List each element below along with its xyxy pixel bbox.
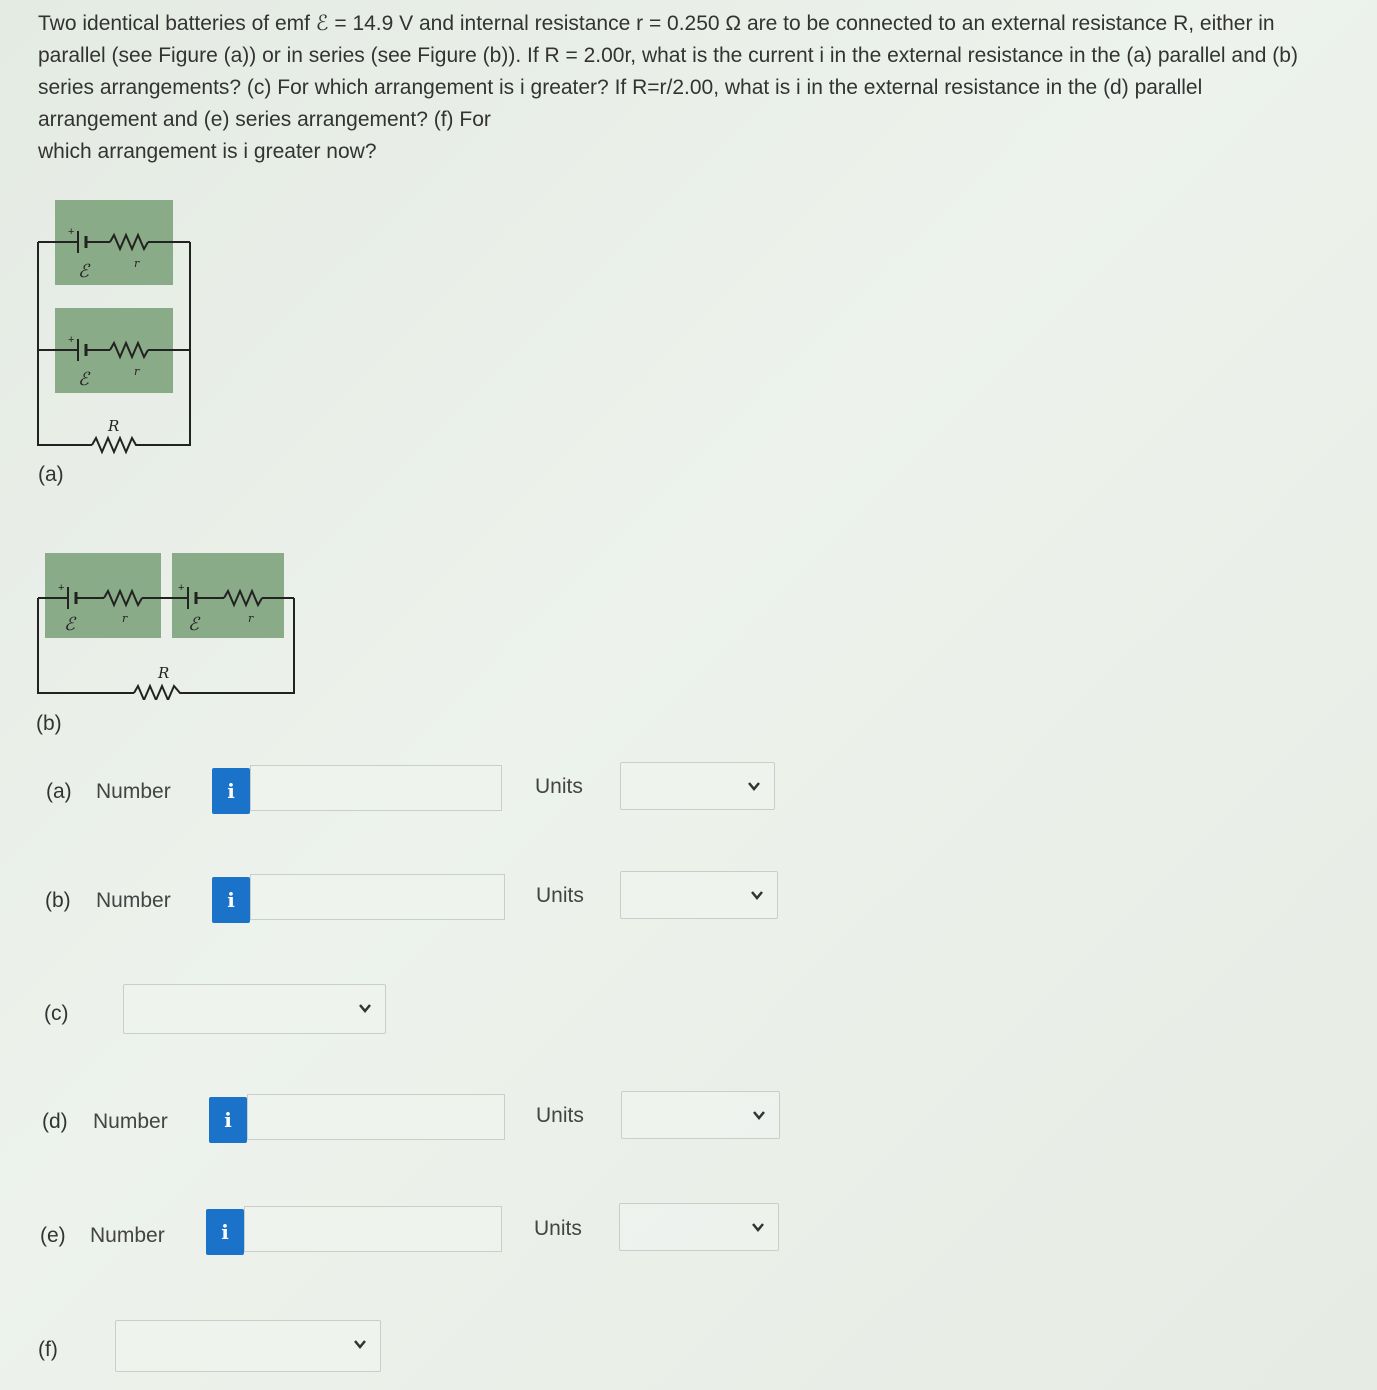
part-d-label: (d): [42, 1110, 68, 1133]
figure-a-label: (a): [38, 463, 64, 486]
chevron-down-icon: [751, 1107, 767, 1123]
svg-text:+: +: [58, 582, 65, 594]
answer-a-number-input[interactable]: [250, 765, 502, 811]
info-icon[interactable]: i: [209, 1097, 247, 1143]
emf-symbol: ℰ: [188, 614, 199, 635]
r-symbol: r: [122, 612, 128, 625]
chevron-down-icon: [749, 887, 765, 903]
chevron-down-icon: [357, 1000, 373, 1016]
answer-d-number-input[interactable]: [247, 1094, 505, 1140]
chevron-down-icon: [750, 1219, 766, 1235]
battery-box-1: [45, 553, 161, 638]
emf-symbol: ℰ: [78, 261, 89, 282]
r-symbol: r: [134, 257, 140, 270]
emf-symbol: ℰ: [78, 369, 89, 390]
answer-d-units-select[interactable]: [621, 1091, 780, 1139]
question-line: which arrangement is i greater now?: [38, 140, 377, 163]
units-label: Units: [535, 775, 583, 798]
question-line: series arrangements? (c) For which arrangement is i greater? If R=r/2.00, what is i in the external resistance in the (d) parallel: [38, 76, 1203, 99]
R-symbol: R: [158, 664, 170, 682]
answer-c-arrangement-select[interactable]: [123, 984, 386, 1034]
svg-text:+: +: [68, 334, 75, 346]
part-b-label: (b): [45, 889, 71, 912]
part-a-label: (a): [46, 780, 72, 803]
part-f-label: (f): [38, 1338, 58, 1361]
units-label: Units: [536, 884, 584, 907]
answer-f-arrangement-select[interactable]: [115, 1320, 381, 1372]
svg-text:+: +: [68, 226, 75, 238]
info-icon[interactable]: i: [212, 768, 250, 814]
part-e-label: (e): [40, 1224, 66, 1247]
number-label: Number: [93, 1110, 168, 1133]
part-c-label: (c): [44, 1002, 69, 1025]
question-line: parallel (see Figure (a)) or in series (see Figure (b)). If R = 2.00r, what is the current i in the external resistance in the (a) parallel and (b): [38, 44, 1298, 67]
emf-symbol: ℰ: [64, 614, 75, 635]
question-text: [38, 8, 1358, 168]
chevron-down-icon: [746, 778, 762, 794]
parallel-circuit-diagram: [30, 195, 210, 460]
answer-b-number-input[interactable]: [250, 874, 505, 920]
number-label: Number: [96, 889, 171, 912]
info-icon[interactable]: i: [206, 1209, 244, 1255]
answer-a-units-select[interactable]: [620, 762, 775, 810]
svg-text:+: +: [178, 582, 185, 594]
r-symbol: r: [134, 365, 140, 378]
r-symbol: r: [248, 612, 254, 625]
figure-a-parallel-circuit: [30, 195, 210, 465]
figure-b-series-circuit: [30, 550, 305, 705]
R-symbol: R: [108, 417, 120, 435]
units-label: Units: [536, 1104, 584, 1127]
number-label: Number: [90, 1224, 165, 1247]
info-icon[interactable]: i: [212, 877, 250, 923]
answer-b-units-select[interactable]: [620, 871, 778, 919]
figure-b-label: (b): [36, 712, 62, 735]
question-line: arrangement and (e) series arrangement? (f) For: [38, 108, 491, 131]
question-line: Two identical batteries of emf ℰ = 14.9 V and internal resistance r = 0.250 Ω are to be connected to an external resistance R, either in: [38, 12, 1275, 35]
answer-e-number-input[interactable]: [244, 1206, 502, 1252]
units-label: Units: [534, 1217, 582, 1240]
number-label: Number: [96, 780, 171, 803]
series-circuit-diagram: [30, 550, 305, 700]
answer-e-units-select[interactable]: [619, 1203, 779, 1251]
chevron-down-icon: [352, 1336, 368, 1352]
